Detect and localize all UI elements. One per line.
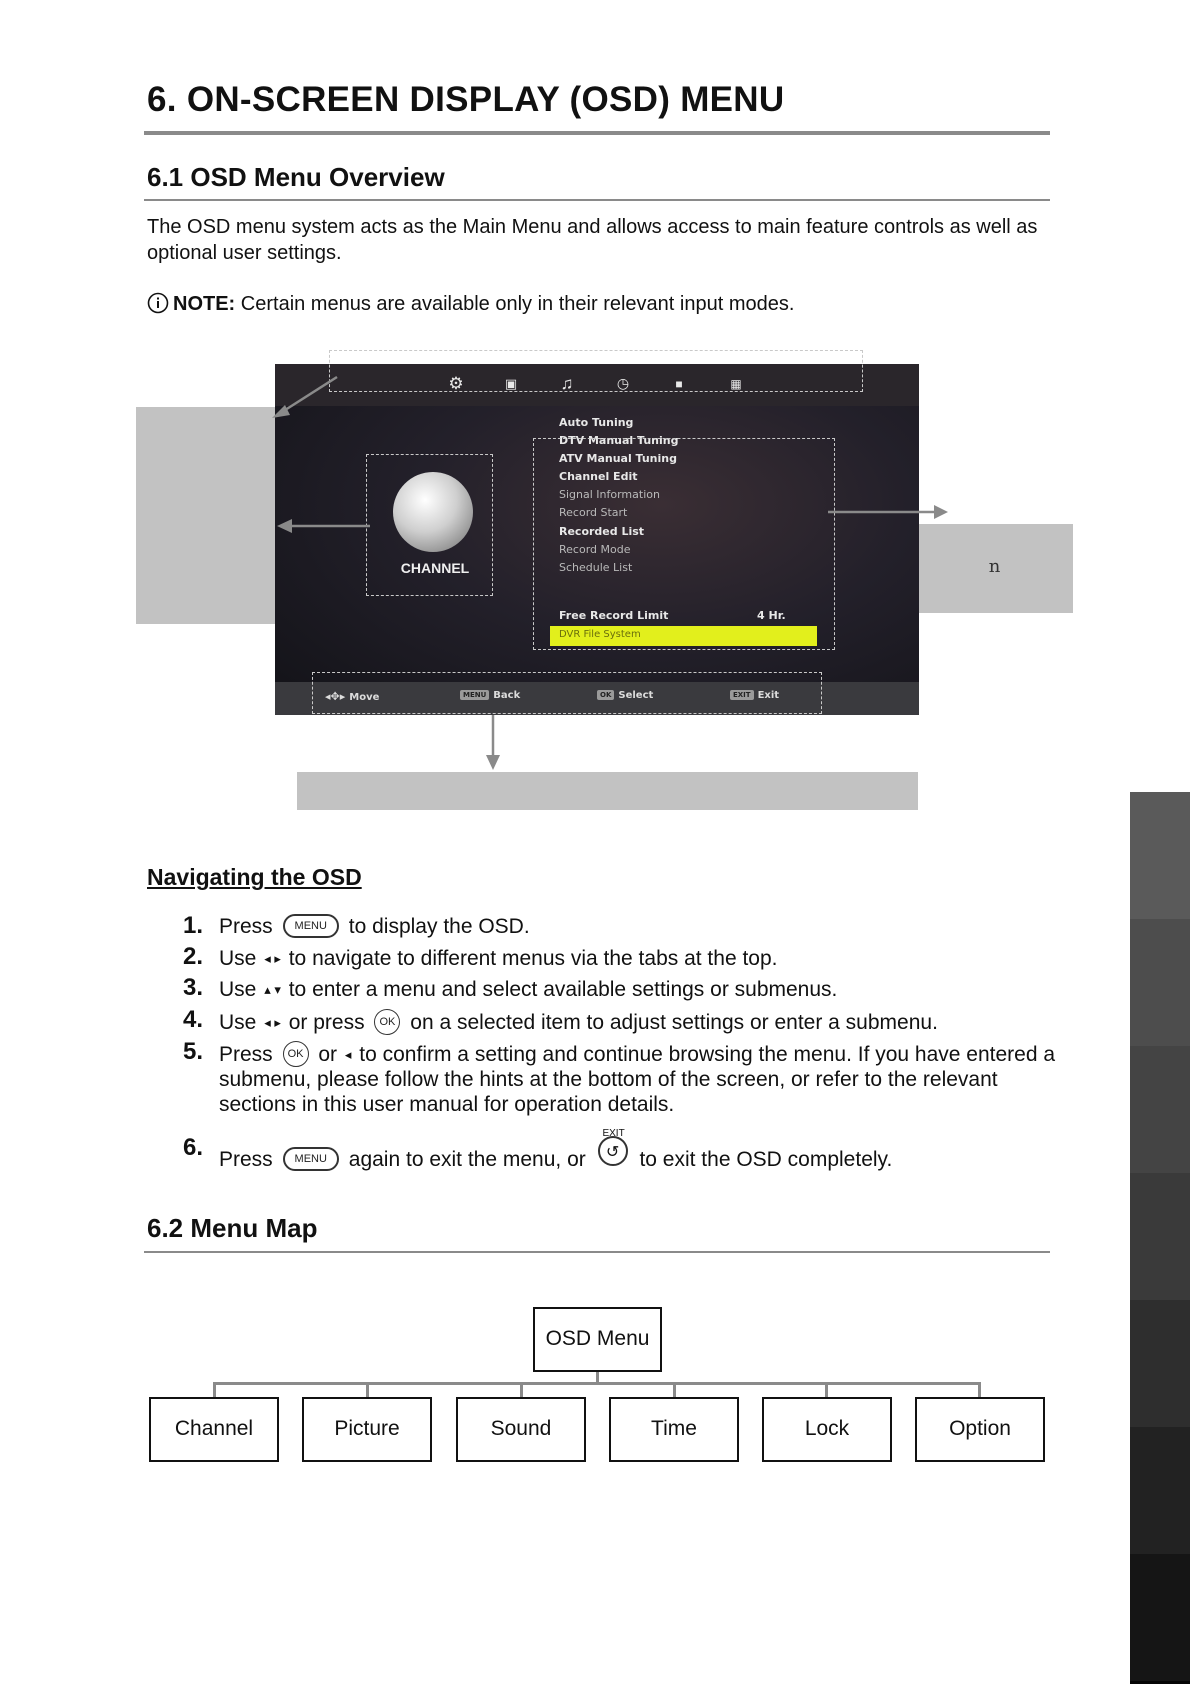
osd-menu-item[interactable]: Auto Tuning bbox=[559, 416, 634, 429]
note-text: Certain menus are available only in their relevant input modes. bbox=[240, 293, 795, 315]
hint-back: MENU Back bbox=[460, 690, 520, 701]
map-node-time: Time bbox=[609, 1397, 739, 1462]
chapter-side-tab bbox=[1130, 919, 1190, 1046]
gear-icon: ⚙ bbox=[448, 374, 464, 393]
overview-paragraph: The OSD menu system acts as the Main Menu and allows access to main feature controls as well as optional user settings. bbox=[147, 216, 1038, 264]
section-title: 6. ON-SCREEN DISPLAY (OSD) MENU bbox=[147, 80, 785, 119]
tv-icon: ▣ bbox=[504, 376, 518, 391]
ok-button-icon: OK bbox=[283, 1041, 309, 1067]
chapter-side-tab bbox=[1130, 1173, 1190, 1300]
map-horizontal-connector bbox=[213, 1382, 981, 1385]
osd-menu-item[interactable]: Recorded List bbox=[559, 525, 645, 538]
map-node-option: Option bbox=[915, 1397, 1045, 1462]
step-number: 2. bbox=[183, 943, 204, 970]
map-node-sound: Sound bbox=[456, 1397, 586, 1462]
exit-button-icon: EXIT ↺ bbox=[598, 1136, 628, 1166]
chapter-side-tab bbox=[1130, 1046, 1190, 1173]
osd-selected-label: DVR File System bbox=[559, 629, 641, 640]
osd-menu-item[interactable]: ATV Manual Tuning bbox=[559, 452, 677, 465]
step-3: Use ▴ ▾ to enter a menu and select available settings or submenus. bbox=[219, 978, 838, 1001]
hint-exit: EXIT Exit bbox=[730, 690, 779, 701]
ok-button-icon: OK bbox=[374, 1009, 400, 1035]
option-icon: ▦ bbox=[730, 377, 742, 391]
step-1: Press MENU to display the OSD. bbox=[219, 915, 530, 938]
menu-map-heading-rule bbox=[144, 1251, 1050, 1253]
nav-heading: Navigating the OSD bbox=[147, 864, 362, 890]
step-number: 6. bbox=[183, 1134, 204, 1161]
map-root-osd-menu: OSD Menu bbox=[533, 1307, 662, 1372]
osd-menu-item[interactable]: Free Record Limit bbox=[559, 609, 669, 622]
osd-menu-item[interactable]: Record Mode bbox=[559, 543, 631, 556]
menu-button-icon: MENU bbox=[283, 1147, 339, 1171]
map-node-picture: Picture bbox=[302, 1397, 432, 1462]
chapter-side-tab bbox=[1130, 1427, 1190, 1554]
move-icon: ◂✥▸ bbox=[325, 690, 346, 703]
right-callout-text: n bbox=[988, 556, 1001, 577]
menu-map-heading: 6.2 Menu Map bbox=[147, 1213, 318, 1243]
left-right-arrows-icon: ◂ ▸ bbox=[264, 1015, 281, 1030]
free-record-value: 4 Hr. bbox=[757, 609, 786, 622]
osd-menu-item[interactable]: Record Start bbox=[559, 506, 628, 519]
step-number: 5. bbox=[183, 1038, 204, 1065]
step-number: 3. bbox=[183, 974, 204, 1001]
channel-label: CHANNEL bbox=[400, 560, 470, 576]
step-number: 1. bbox=[183, 912, 204, 939]
music-icon: ♫ bbox=[560, 374, 574, 393]
up-down-arrows-icon: ▴ ▾ bbox=[264, 982, 281, 997]
menu-button-icon: MENU bbox=[283, 914, 339, 938]
step-2: Use ◂ ▸ to navigate to different menus via the tabs at the top. bbox=[219, 947, 778, 970]
osd-menu-item[interactable]: Schedule List bbox=[559, 561, 633, 574]
chapter-side-tab bbox=[1130, 792, 1190, 919]
lock-icon: ■ bbox=[675, 377, 683, 391]
map-node-lock: Lock bbox=[762, 1397, 892, 1462]
step-6: Press MENU again to exit the menu, or EXIT ↺ to exit the OSD completely. bbox=[219, 1128, 893, 1171]
hint-select: OK Select bbox=[597, 690, 653, 701]
callout-arrows bbox=[0, 0, 1190, 820]
overview-heading: 6.1 OSD Menu Overview bbox=[147, 162, 445, 192]
osd-menu-item[interactable]: Signal Information bbox=[559, 488, 660, 501]
map-node-channel: Channel bbox=[149, 1397, 279, 1462]
left-right-arrows-icon: ◂ ▸ bbox=[264, 951, 281, 966]
step-4: Use ◂ ▸ or press OK on a selected item to adjust settings or enter a submenu. bbox=[219, 1011, 938, 1034]
left-arrow-icon: ◂ bbox=[344, 1047, 352, 1062]
step-number: 4. bbox=[183, 1006, 204, 1033]
hint-move: ◂✥▸ Move bbox=[325, 690, 380, 703]
chapter-side-tab bbox=[1130, 1300, 1190, 1427]
clock-icon: ◷ bbox=[616, 375, 630, 391]
note-label: NOTE: bbox=[173, 293, 236, 315]
chapter-side-tab bbox=[1130, 1554, 1190, 1681]
step-5: Press OK or ◂ to confirm a setting and continue browsing the menu. If you have entered a submenu, please follow the hints at the bottom of the screen, or refer to the relevant sections in this user manual for operation details. bbox=[219, 1043, 1056, 1116]
osd-menu-item[interactable]: Channel Edit bbox=[559, 470, 638, 483]
osd-menu-item[interactable]: DTV Manual Tuning bbox=[559, 434, 679, 447]
